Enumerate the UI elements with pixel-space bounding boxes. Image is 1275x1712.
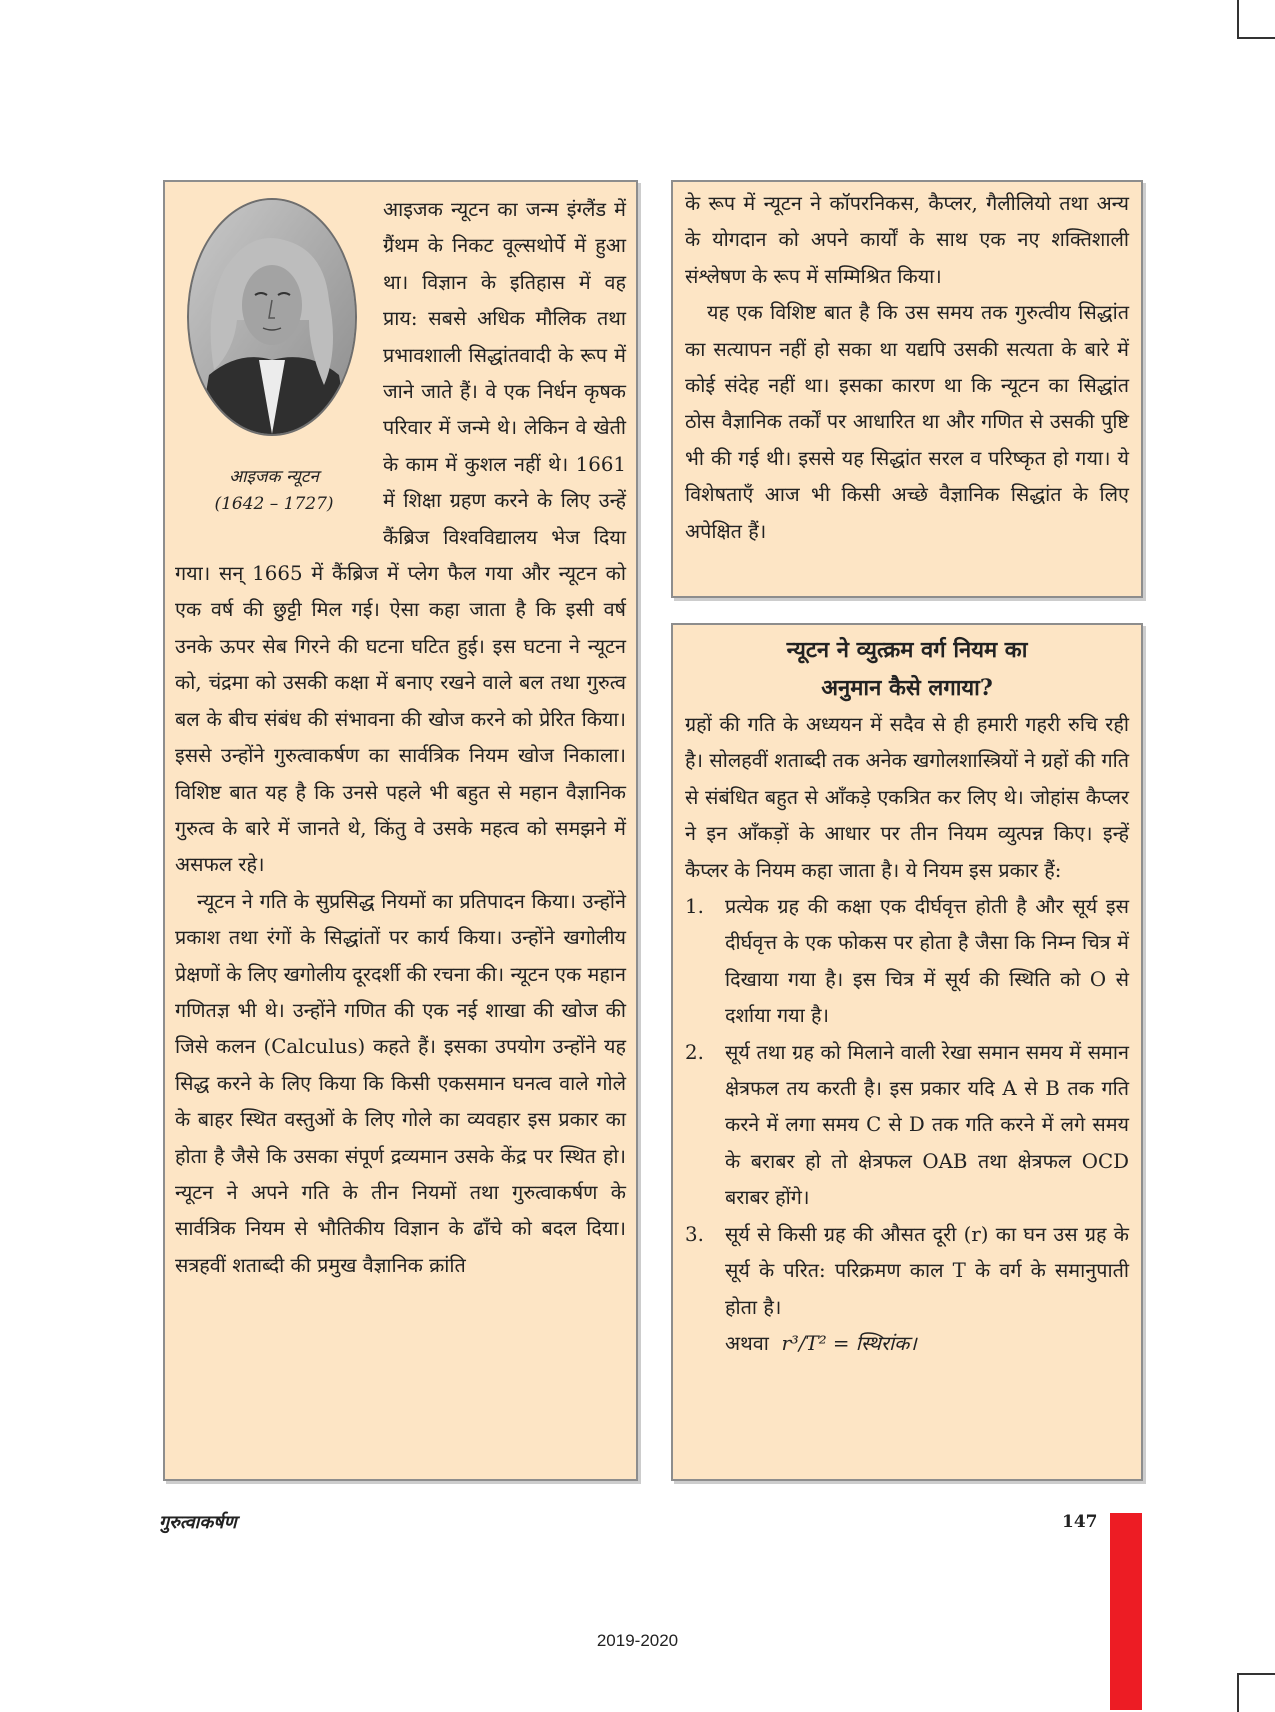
- edition-year: 2019-2020: [596, 1631, 679, 1650]
- caption-years: (1642 – 1727): [214, 494, 334, 514]
- law-text: सूर्य तथा ग्रह को मिलाने वाली रेखा समान समय में समान क्षेत्रफल तय करती है। इस प्रकार यदि A से B तक गति करने में लगा समय C से D तक गति करने में लगे समय के बराबर हो तो क्षेत्रफल OAB तथा क्षेत्रफल OCD बराबर होंगे।: [725, 1040, 1129, 1210]
- caption-name: आइजक न्यूटन: [229, 467, 319, 487]
- continuation-paragraph-2: यह एक विशिष्ट बात है कि उस समय तक गुरुत्वीय सिद्धांत का सत्यापन नहीं हो सका था यद्यपि उसकी सत्यता के बारे में कोई संदेह नहीं था। इसका कारण था कि न्यूटन का सिद्धांत ठोस वैज्ञानिक तर्कों पर आधारित था और गणित से उसकी पुष्टि भी की गई थी। इससे यह सिद्धांत सरल व परिष्कृत हो गया। ये विशेषताएँ आज भी किसी अच्छे वैज्ञानिक सिद्धांत के लिए अपेक्षित हैं।: [685, 301, 1129, 543]
- page-edge-color-bar: [1110, 1513, 1142, 1710]
- law-number: 2.: [685, 1040, 704, 1064]
- biography-paragraph-1: आइजक न्यूटन का जन्म इंग्लैंड में ग्रैंथम के निकट वूल्सथोर्पे में हुआ था। विज्ञान के इतिहास में वह प्राय: सबसे अधिक मौलिक तथा प्रभावशाली सिद्धांतवादी के रूप में जाने जाते हैं। वे एक निर्धन कृषक परिवार में जन्मे थे। लेकिन वे खेती के काम में कुशल नहीं थे। 1661 में शिक्षा ग्रहण करने के लिए उन्हें कैंब्रिज विश्वविद्यालय भेज दिया गया। सन् 1665 में कैंब्रिज में प्लेग फैल गया और न्यूटन को एक वर्ष की छुट्टी मिल गई। ऐसा कहा जाता है कि इसी वर्ष उनके ऊपर सेब गिरने की घटना घटित हुई। इस घटना ने न्यूटन को, चंद्रमा को उसकी कक्षा में बनाए रखने वाले बल तथा गुरुत्व बल के बीच संबंध की संभावना की खोज करने को प्रेरित किया। इससे उन्होंने गुरुत्वाकर्षण का सार्वत्रिक नियम खोज निकाला। विशिष्ट बात यह है कि उनसे पहले भी बहुत से महान वैज्ञानिक गुरुत्व के बारे में जानते थे, किंतु वे उसके महत्व को समझने में असफल रहे।: [175, 198, 626, 877]
- crop-mark-bottom: [1237, 1673, 1275, 1712]
- portrait-block: [175, 192, 373, 544]
- kepler-law-item: [685, 1035, 1129, 1217]
- law-number: 3.: [685, 1222, 704, 1246]
- kepler-law-item: [685, 1217, 1129, 1363]
- portrait-caption: [175, 464, 373, 518]
- kepler-third-law-formula: r³/T² = स्थिरांक।: [781, 1331, 917, 1355]
- newton-biography-box: [163, 180, 638, 1481]
- chapter-title: गुरुत्वाकर्षण: [159, 1512, 237, 1533]
- law-number: 1.: [685, 895, 704, 919]
- kepler-laws-list: [685, 889, 1129, 1362]
- box-heading-line-2: अनुमान कैसे लगाया?: [821, 675, 993, 701]
- newton-portrait-image: [187, 198, 357, 436]
- law-text: सूर्य से किसी ग्रह की औसत दूरी (r) का घन उस ग्रह के सूर्य के परित: परिक्रमण काल T के वर्ग के समानुपाती होता है।: [725, 1222, 1129, 1319]
- inverse-square-law-box: [671, 623, 1143, 1481]
- newton-continuation-box: [671, 180, 1143, 598]
- law-text: प्रत्येक ग्रह की कक्षा एक दीर्घवृत्त होती है और सूर्य इस दीर्घवृत्त के एक फोकस पर होता है जैसा कि निम्न चित्र में दिखाया गया है। इस चित्र में सूर्य की स्थिति को O से दर्शाया गया है।: [725, 895, 1129, 1028]
- page-number: 147: [1062, 1512, 1098, 1532]
- kepler-law-item: [685, 889, 1129, 1035]
- box-heading: [685, 631, 1129, 707]
- continuation-paragraph-1: के रूप में न्यूटन ने कॉपरनिकस, कैप्लर, गैलीलियो तथा अन्य के योगदान को अपने कार्यों के साथ एक नए शक्तिशाली संश्लेषण के रूप में सम्मिश्रित किया।: [685, 192, 1129, 288]
- kepler-intro-paragraph: ग्रहों की गति के अध्ययन में सदैव से ही हमारी गहरी रुचि रही है। सोलहवीं शताब्दी तक अनेक खगोलशास्त्रियों ने ग्रहों की गति से संबंधित बहुत से आँकड़े एकत्रित कर लिए थे। जोहांस कैप्लर ने इन आँकड़ों के आधार पर तीन नियम व्युत्पन्न किए। इन्हें कैप्लर के नियम कहा जाता है। ये नियम इस प्रकार हैं:: [685, 713, 1129, 882]
- crop-mark-top: [1237, 0, 1275, 39]
- box-heading-line-1: न्यूटन ने व्युत्क्रम वर्ग नियम का: [786, 637, 1028, 663]
- biography-paragraph-2: न्यूटन ने गति के सुप्रसिद्ध नियमों का प्रतिपादन किया। उन्होंने प्रकाश तथा रंगों के सिद्धांतों पर कार्य किया। उन्होंने खगोलीय प्रेक्षणों के लिए खगोलीय दूरदर्शी की रचना की। न्यूटन एक महान गणितज्ञ भी थे। उन्होंने गणित की एक नई शाखा की खोज की जिसे कलन (Calculus) कहते हैं। इसका उपयोग उन्होंने यह सिद्ध करने के लिए किया कि किसी एकसमान घनत्व वाले गोले के बाहर स्थित वस्तुओं के लिए गोले का व्यवहार इस प्रकार का होता है जैसे कि उसका संपूर्ण द्रव्यमान उसके केंद्र पर स्थित हो। न्यूटन ने अपने गति के तीन नियमों तथा गुरुत्वाकर्षण के सार्वत्रिक नियम से भौतिकीय विज्ञान के ढाँचे को बदल दिया। सत्रहवीं शताब्दी की प्रमुख वैज्ञानिक क्रांति: [175, 889, 626, 1277]
- formula-prefix: अथवा: [725, 1331, 769, 1355]
- kepler-formula-line: [725, 1326, 1129, 1362]
